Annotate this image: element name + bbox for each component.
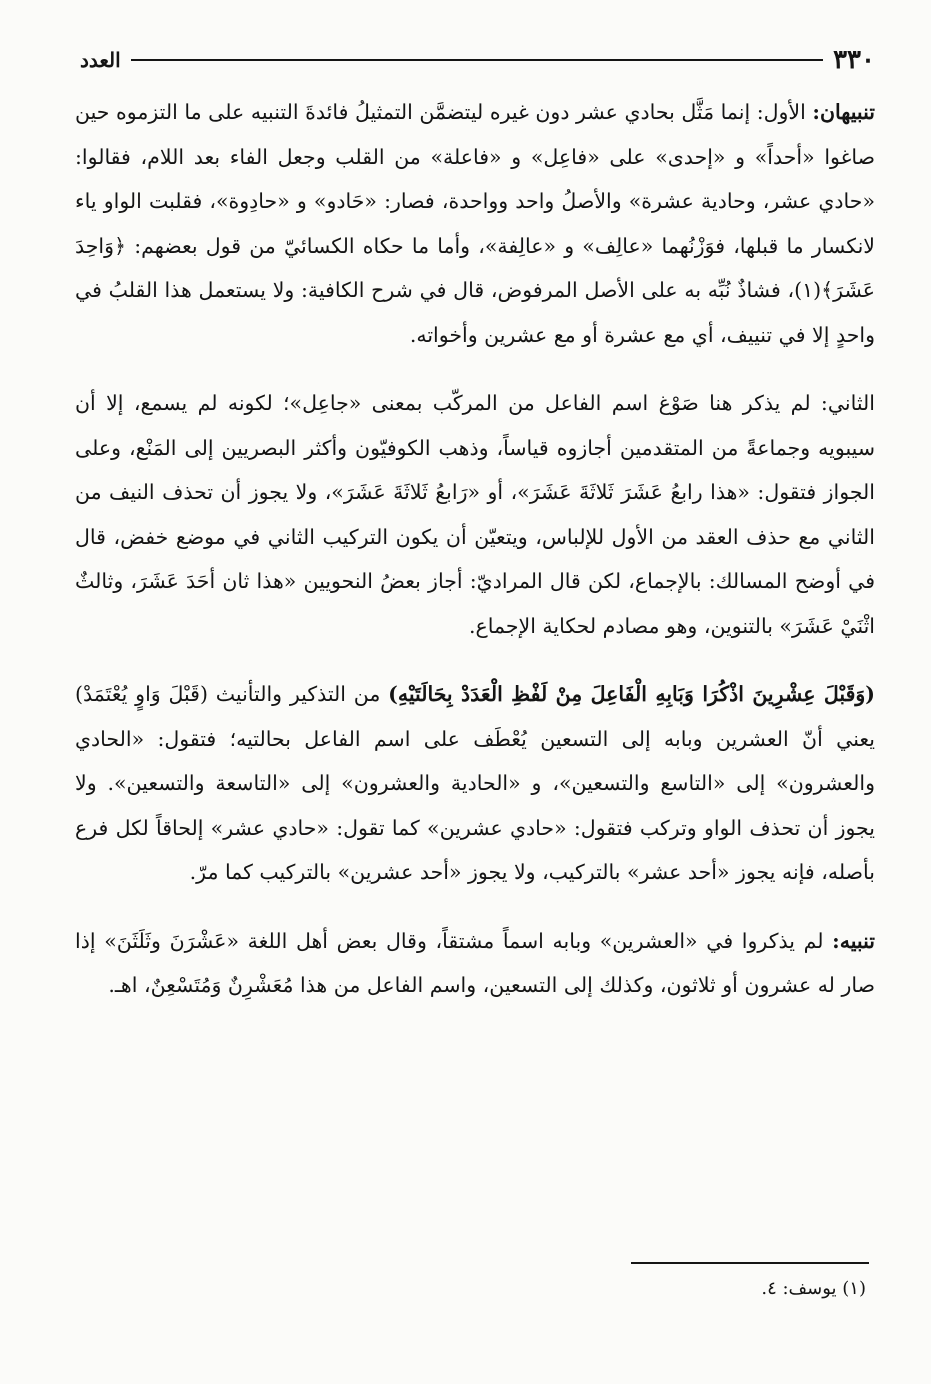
paragraph-text: لم يذكروا في «العشرين» وبابه اسماً مشتقاً، وقال بعض أهل اللغة «عَشْرَنَ وثَلَثَنَ» إذا صار له عشرون أو ثلاثون، وكذلك إلى التسعين، واسم الفاعل من هذا مُعَشْرِنٌ وَمُتَسْعِنٌ، اهـ.: [75, 928, 875, 997]
page-number: ٣٣٠: [833, 45, 875, 75]
paragraph-lead: تنبيهان:: [812, 100, 875, 124]
footnote-rule: [631, 1262, 869, 1264]
paragraph-lead: (وَقَبْلَ عِشْرِينَ اذْكُرَا وَبَابِهِ الْفَاعِلَ مِنْ لَفْظِ الْعَدَدْ بِحَالَتَيْهِ): [388, 682, 875, 706]
running-title: العدد: [80, 48, 121, 72]
footnote: (١) يوسف: ٤.: [761, 1278, 866, 1299]
page-header: [80, 40, 875, 80]
paragraph-verse: [75, 672, 875, 895]
paragraph-lead: تنبيه:: [832, 928, 875, 953]
paragraph-second: [75, 381, 875, 648]
paragraph-text: الثاني: لم يذكر هنا صَوْغ اسم الفاعل من المركّب بمعنى «جاعِل»؛ لكونه لم يسمع، إلا أن سيبويه وجماعةً من المتقدمين أجازوه قياساً، وذهب الكوفيّون وأكثر البصريين إلى المَنْع، وعلى الجواز فتقول: «هذا رابعُ عَشَرَ ثَلاثَةَ عَشَرَ»، أو «رَابعُ ثَلاثَةَ عَشَرَ»، ولا يجوز أن تحذف النيف من الثاني مع حذف العقد من الأول للإلباس، ويتعيّن أن يكون التركيب الثاني في موضع خفض، قال في أوضح المسالك: بالإجماع، لكن قال المراديّ: أجاز بعضُ النحويين «هذا ثان أحَدَ عَشَرَ، وثالثٌ اثْنَيْ عَشَرَ» بالتنوين، وهو مصادم لحكاية الإجماع.: [75, 391, 875, 638]
paragraph-tanbih: [75, 919, 875, 1008]
paragraph-text: الأول: إنما مَثَّل بحادي عشر دون غيره ليتضمَّن التمثيلُ فائدةَ التنبيه على ما التزموه حين صاغوا «أحداً» و «إحدى» على «فاعِل» و «فاعلة» من القلب وجعل الفاء بعد اللام، فقالوا: «حادي عشر، وحادية عشرة» والأصلُ واحد وواحدة، فصار: «حَادو» و «حادِوة»، فقلبت الواو ياء لانكسار ما قبلها، فوَزْنُهما «عالِف» و «عالِفة»، وأما ما حكاه الكسائيّ من قول بعضهم: ﴿وَاحِدَ عَشَرَ﴾(١)، فشاذٌ نُبِّه به على الأصل المرفوض، قال في شرح الكافية: ولا يستعمل هذا القلبُ في واحدٍ إلا في تنييف، أي مع عشرة أو مع عشرين وأخواته.: [75, 100, 875, 347]
header-rule: [131, 59, 823, 61]
page-body: [75, 90, 875, 1008]
paragraph-text: من التذكير والتأنيث (قَبْلَ وَاوٍ يُعْتَمَدْ) يعني أنّ العشرين وبابه إلى التسعين يُعْطَف على اسم الفاعل بحالتيه؛ فتقول: «الحادي والعشرون» إلى «التاسع والتسعين»، و «الحادية والعشرون» إلى «التاسعة والتسعين». ولا يجوز أن تحذف الواو وتركب فتقول: «حادي عشرين» كما تقول: «حادي عشر» إلحاقاً لكل فرع بأصله، فإنه يجوز «أحد عشر» بالتركيب، ولا يجوز «أحد عشرين» بالتركيب كما مرّ.: [75, 682, 875, 884]
paragraph-tanbihan: [75, 90, 875, 357]
